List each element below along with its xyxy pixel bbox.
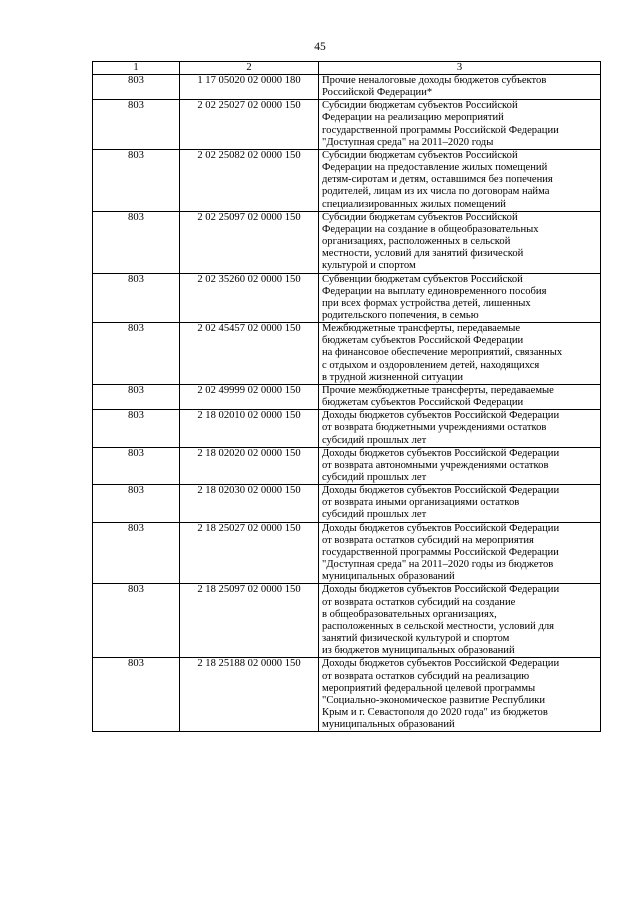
revenue-name-line: родителей, лицам из их числа по договорам найма: [322, 186, 550, 198]
table-row: [93, 384, 601, 409]
budget-classification-code-cell: 2 18 25097 02 0000 150: [180, 584, 319, 658]
revenue-name-line: от возврата остатков субсидий на реализацию: [322, 670, 530, 682]
budget-classification-code-cell: 2 18 02020 02 0000 150: [180, 447, 319, 484]
revenue-name-line: с отдыхом и оздоровлением детей, находящихся: [322, 359, 540, 371]
table-header-row: [93, 62, 601, 75]
revenue-name-line: Доходы бюджетов субъектов Российской Федерации: [322, 522, 560, 534]
budget-classification-code-cell: 2 02 25082 02 0000 150: [180, 149, 319, 211]
table-row: [93, 658, 601, 732]
revenue-name-line: государственной программы Российской Федерации: [322, 124, 559, 136]
revenue-name-cell: [319, 75, 601, 100]
revenue-name-line: от возврата иными организациями остатков: [322, 497, 520, 509]
revenue-name-line: расположенных в сельской местности, условий для: [322, 620, 555, 632]
revenue-name-line: бюджетам субъектов Российской Федерации: [322, 397, 524, 409]
revenue-name-line: культурой и спортом: [322, 260, 416, 272]
revenue-name-line: от возврата бюджетными учреждениями остатков: [322, 422, 547, 434]
administrator-code-cell: 803: [93, 410, 180, 447]
revenue-name-line: родительского попечения, в семью: [322, 309, 479, 321]
revenue-name-cell: [319, 384, 601, 409]
table-row: [93, 149, 601, 211]
table-row: [93, 75, 601, 100]
revenue-name-cell: [319, 149, 601, 211]
administrator-code-cell: 803: [93, 100, 180, 150]
revenue-name-line: субсидий прошлых лет: [322, 472, 427, 483]
administrator-code-cell: 803: [93, 522, 180, 584]
revenue-name-cell: [319, 273, 601, 323]
budget-classification-code-cell: 2 02 25027 02 0000 150: [180, 100, 319, 150]
revenue-name-cell: [319, 447, 601, 484]
budget-classification-code-cell: 2 02 35260 02 0000 150: [180, 273, 319, 323]
revenue-name-line: муниципальных образований: [322, 571, 455, 583]
revenue-name-line: Прочие неналоговые доходы бюджетов субъектов: [322, 75, 547, 86]
header-col-3: 3: [319, 62, 601, 75]
revenue-name-cell: [319, 584, 601, 658]
revenue-name-line: государственной программы Российской Федерации: [322, 546, 559, 558]
revenue-name-line: Доходы бюджетов субъектов Российской Федерации: [322, 447, 560, 459]
revenue-name-cell: [319, 522, 601, 584]
table-row: [93, 485, 601, 522]
revenue-name-line: муниципальных образований: [322, 719, 455, 731]
revenue-name-line: "Доступная среда" на 2011–2020 годы: [322, 136, 494, 148]
revenue-name-line: Субвенции бюджетам субъектов Российской: [322, 273, 523, 285]
revenue-codes-table: [92, 61, 601, 732]
table-row: [93, 323, 601, 385]
revenue-name-line: "Социально-экономическое развитие Республики: [322, 694, 546, 706]
revenue-name-line: Субсидии бюджетам субъектов Российской: [322, 100, 518, 112]
revenue-name-line: специализированных жилых помещений: [322, 198, 506, 210]
revenue-name-line: субсидий прошлых лет: [322, 434, 427, 446]
administrator-code-cell: 803: [93, 658, 180, 732]
administrator-code-cell: 803: [93, 149, 180, 211]
revenue-name-line: детям-сиротам и детям, оставшимся без попечения: [322, 174, 553, 186]
budget-classification-code-cell: 2 18 25027 02 0000 150: [180, 522, 319, 584]
revenue-name-line: Федерации на предоставление жилых помещений: [322, 162, 548, 174]
header-col-1: 1: [93, 62, 180, 75]
revenue-name-line: субсидий прошлых лет: [322, 509, 427, 521]
revenue-name-line: Федерации на создание в общеобразовательных: [322, 223, 539, 235]
revenue-name-line: организациях, расположенных в сельской: [322, 236, 511, 248]
revenue-name-line: на финансовое обеспечение мероприятий, связанных: [322, 347, 563, 359]
revenue-name-cell: [319, 658, 601, 732]
budget-classification-code-cell: 2 18 02030 02 0000 150: [180, 485, 319, 522]
table-row: [93, 410, 601, 447]
administrator-code-cell: 803: [93, 211, 180, 273]
revenue-name-line: бюджетам субъектов Российской Федерации: [322, 335, 524, 347]
revenue-name-line: Доходы бюджетов субъектов Российской Федерации: [322, 584, 560, 596]
table-row: [93, 584, 601, 658]
revenue-name-line: Субсидии бюджетам субъектов Российской: [322, 149, 518, 161]
budget-classification-code-cell: 2 02 49999 02 0000 150: [180, 384, 319, 409]
revenue-name-line: Доходы бюджетов субъектов Российской Федерации: [322, 410, 560, 422]
revenue-name-line: Субсидии бюджетам субъектов Российской: [322, 211, 518, 223]
page-number: 45: [314, 41, 326, 53]
budget-classification-code-cell: 1 17 05020 02 0000 180: [180, 75, 319, 100]
budget-classification-code-cell: 2 18 25188 02 0000 150: [180, 658, 319, 732]
administrator-code-cell: 803: [93, 485, 180, 522]
revenue-name-line: Российской Федерации*: [322, 87, 433, 99]
revenue-name-cell: [319, 410, 601, 447]
revenue-name-line: в общеобразовательных организациях,: [322, 608, 497, 620]
revenue-name-line: мероприятий федеральной целевой программы: [322, 682, 536, 694]
administrator-code-cell: 803: [93, 584, 180, 658]
table-row: [93, 273, 601, 323]
revenue-name-line: Крым и г. Севастополя до 2020 года" из бюджетов: [322, 706, 548, 718]
table-row: [93, 100, 601, 150]
revenue-name-cell: [319, 323, 601, 385]
administrator-code-cell: 803: [93, 384, 180, 409]
revenue-name-line: от возврата остатков субсидий на мероприятия: [322, 534, 534, 546]
revenue-name-cell: [319, 100, 601, 150]
administrator-code-cell: 803: [93, 323, 180, 385]
revenue-name-line: при всех формах устройства детей, лишенных: [322, 297, 531, 309]
table-row: [93, 211, 601, 273]
budget-classification-code-cell: 2 02 45457 02 0000 150: [180, 323, 319, 385]
revenue-name-line: Межбюджетные трансферты, передаваемые: [322, 323, 521, 335]
revenue-name-cell: [319, 485, 601, 522]
revenue-name-line: в трудной жизненной ситуации: [322, 371, 464, 383]
revenue-name-line: из бюджетов муниципальных образований: [322, 645, 515, 657]
administrator-code-cell: 803: [93, 447, 180, 484]
revenue-name-line: Доходы бюджетов субъектов Российской Федерации: [322, 658, 560, 670]
budget-classification-code-cell: 2 18 02010 02 0000 150: [180, 410, 319, 447]
table-row: [93, 447, 601, 484]
revenue-name-line: местности, условий для занятий физической: [322, 248, 524, 260]
revenue-name-line: Доходы бюджетов субъектов Российской Федерации: [322, 485, 560, 497]
revenue-name-line: Федерации на реализацию мероприятий: [322, 112, 504, 124]
revenue-name-line: от возврата автономными учреждениями остатков: [322, 459, 549, 471]
revenue-name-line: от возврата остатков субсидий на создание: [322, 596, 516, 608]
budget-classification-code-cell: 2 02 25097 02 0000 150: [180, 211, 319, 273]
administrator-code-cell: 803: [93, 273, 180, 323]
revenue-name-line: Федерации на выплату единовременного пособия: [322, 285, 547, 297]
header-col-2: 2: [180, 62, 319, 75]
table-row: [93, 522, 601, 584]
administrator-code-cell: 803: [93, 75, 180, 100]
revenue-name-line: занятий физической культурой и спортом: [322, 633, 510, 645]
revenue-name-cell: [319, 211, 601, 273]
revenue-name-line: Прочие межбюджетные трансферты, передаваемые: [322, 384, 554, 396]
revenue-name-line: "Доступная среда" на 2011–2020 годы из бюджетов: [322, 559, 554, 571]
